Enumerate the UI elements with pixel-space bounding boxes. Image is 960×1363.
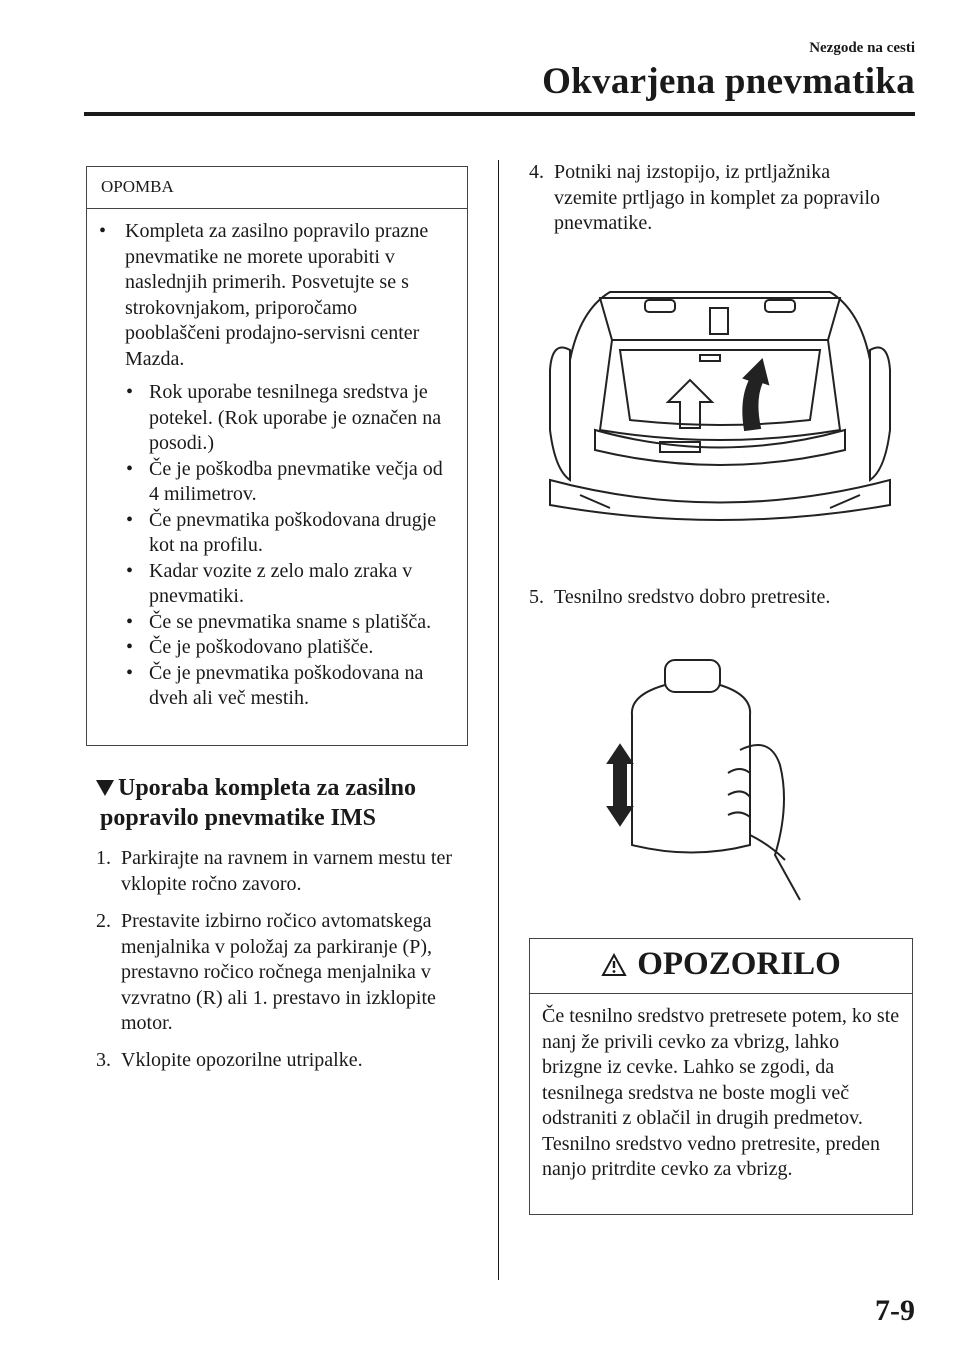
step-number: 3.	[96, 1049, 111, 1071]
list-item-text: Če se pnevmatika sname s platišča.	[149, 610, 432, 633]
list-item-text: Rok uporabe tesnilnega sredstva je potekel. (Rok uporabe je označen na posodi.)	[149, 381, 442, 454]
bullet: •	[126, 559, 134, 582]
note-main-item	[99, 219, 457, 372]
section-title-line2: popravilo pnevmatike IMS	[100, 805, 377, 831]
list-item	[99, 635, 457, 661]
list-item	[99, 508, 457, 559]
warning-title: OPOZORILO	[637, 946, 841, 982]
section-title-line1: Uporaba kompleta za zasilno	[118, 775, 417, 801]
trunk-illustration	[540, 280, 900, 535]
note-body	[87, 209, 467, 712]
note-box	[86, 166, 468, 746]
list-item-text: Kadar vozite z zelo malo zraka v pnevmatiki.	[149, 559, 413, 607]
step-text: Parkirajte na ravnem in varnem mestu ter vklopite ročno zavoro.	[121, 847, 452, 895]
bullet: •	[99, 220, 107, 242]
list-item-text: Če je poškodovano platišče.	[149, 636, 374, 658]
bottle-shaking-illustration	[600, 655, 810, 905]
list-item-text: Če je poškodba pnevmatike večja od 4 milimetrov.	[149, 457, 443, 505]
note-list	[99, 380, 457, 712]
warning-heading	[530, 939, 912, 994]
list-item-text: Če pnevmatika poškodovana drugje kot na profilu.	[149, 508, 437, 556]
note-heading: OPOMBA	[87, 167, 467, 209]
page-title: Okvarjena pnevmatika	[542, 61, 915, 102]
step-text: Potniki naj izstopijo, iz prtljažnika vzemite prtljago in komplet za popravilo pnevmatike.	[554, 161, 881, 234]
step-3	[96, 1048, 468, 1074]
list-item	[99, 559, 457, 610]
step-number: 4.	[529, 161, 544, 183]
list-item	[99, 610, 457, 636]
section-title	[96, 773, 416, 833]
step-4	[529, 160, 889, 237]
list-item	[99, 380, 457, 457]
step-text: Tesnilno sredstvo dobro pretresite.	[554, 586, 831, 608]
step-5	[529, 585, 889, 611]
column-divider	[498, 160, 499, 1280]
step-number: 5.	[529, 586, 544, 608]
list-item	[99, 661, 457, 712]
bullet: •	[126, 610, 134, 633]
bullet: •	[126, 508, 134, 531]
warning-text: Če tesnilno sredstvo pretresete potem, ko ste nanj že privili cevko za vbrizg, lahko brizgne iz cevke. Lahko se zgodi, da tesnilnega sredstva ne boste mogli več odstraniti z oblačil in drugih predmetov. Tesnilno sredstvo vedno pretresite, preden nanjo pritrdite cevko za vbrizg.	[542, 1005, 900, 1180]
step-number: 2.	[96, 910, 111, 932]
triangle-marker-icon	[96, 780, 114, 796]
step-text: Vklopite opozorilne utripalke.	[121, 1049, 363, 1071]
list-item-text: Če je pnevmatika poškodovana na dveh ali več mestih.	[149, 661, 424, 709]
page-number: 7-9	[875, 1294, 915, 1327]
bullet: •	[126, 457, 134, 480]
warning-triangle-icon	[601, 953, 627, 977]
list-item	[99, 457, 457, 508]
header-rule	[84, 112, 915, 116]
step-number: 1.	[96, 847, 111, 869]
step-2	[96, 909, 468, 1037]
chapter-label: Nezgode na cesti	[809, 40, 915, 56]
step-1	[96, 846, 468, 897]
note-main-text: Kompleta za zasilno popravilo prazne pnevmatike ne morete uporabiti v naslednjih primerih. Posvetujte se s strokovnjakom, priporočamo pooblaščeni prodajno-servisni center Mazda.	[125, 220, 429, 370]
bullet: •	[126, 381, 134, 403]
bullet: •	[126, 661, 134, 684]
warning-box	[529, 938, 913, 1215]
bullet: •	[126, 636, 134, 658]
step-text: Prestavite izbirno ročico avtomatskega menjalnika v položaj za parkiranje (P), prestavno ročico ročnega menjalnika v vzvratno (R) ali 1. prestavo in izklopite motor.	[121, 910, 436, 1034]
